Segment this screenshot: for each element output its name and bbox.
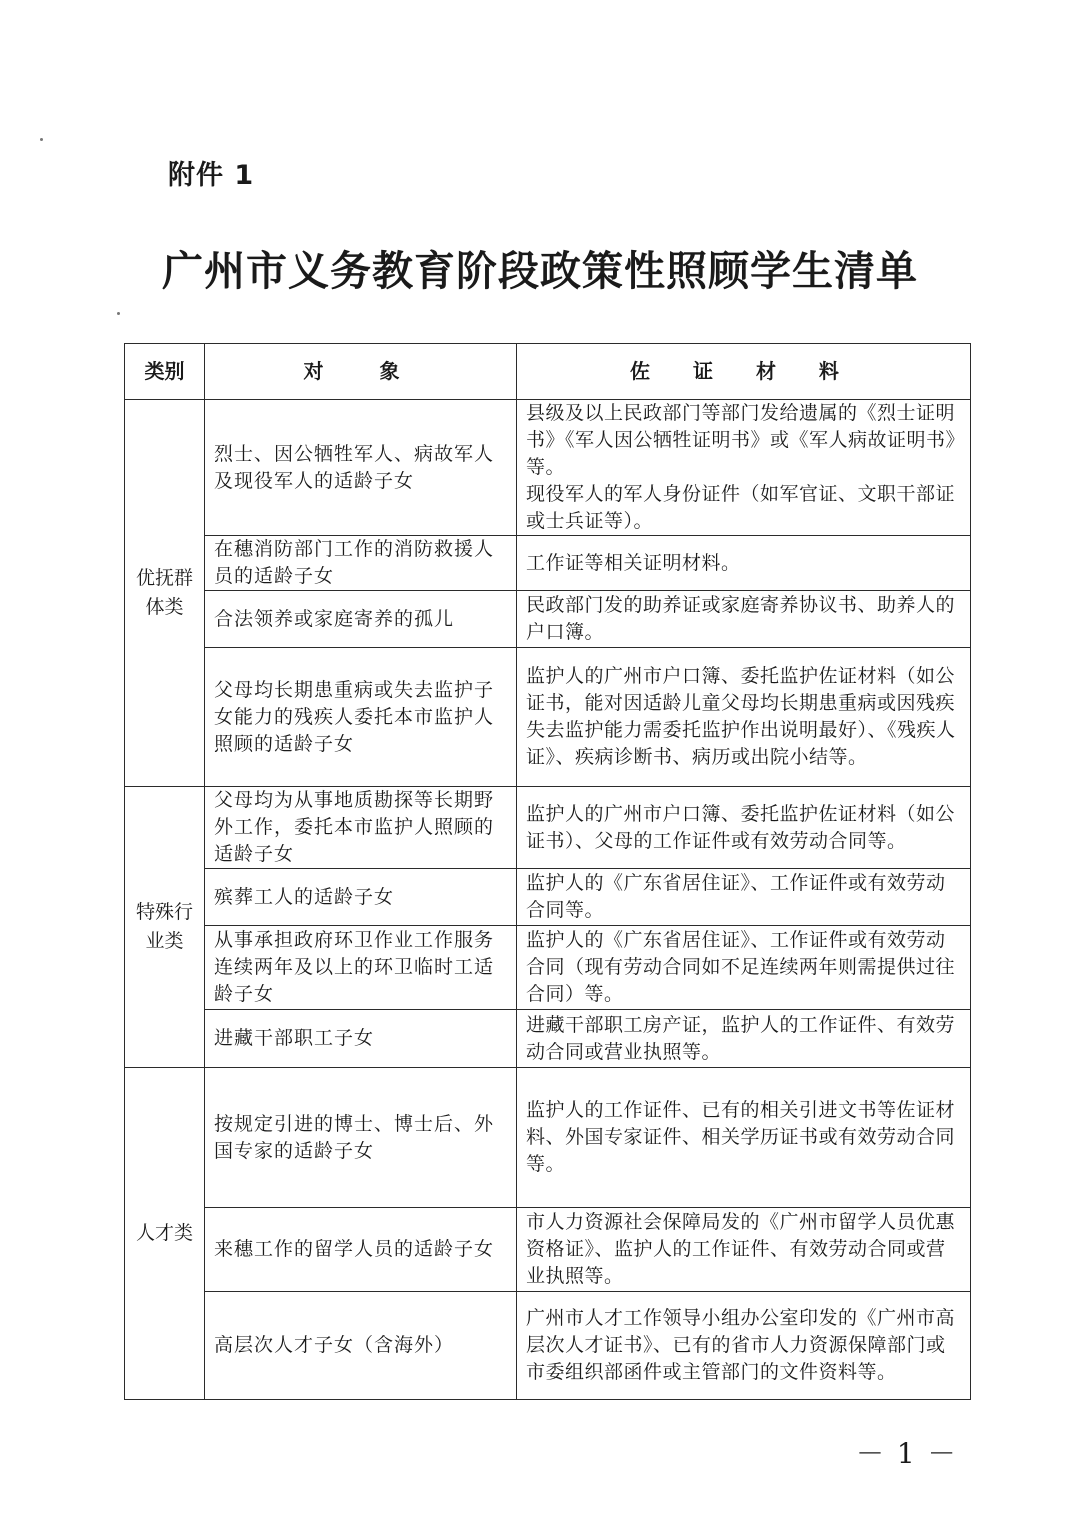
header-category: 类别 [125, 344, 205, 400]
subject-cell: 合法领养或家庭寄养的孤儿 [205, 591, 517, 648]
materials-cell [517, 787, 971, 869]
materials-text: 县级及以上民政部门等部门发给遗属的《烈士证明书》《军人因公牺牲证明书》或《军人病故证明书》等。 [526, 402, 956, 478]
materials-text: 广州市人才工作领导小组办公室印发的《广州市高层次人才证书》、已有的省市人力资源保障部门或市委组织部函件或主管部门的文件资料等。 [526, 1307, 956, 1383]
materials-cell [517, 869, 971, 926]
subject-cell: 高层次人才子女（含海外） [205, 1292, 517, 1400]
table-row [125, 1208, 971, 1292]
table-row [125, 536, 971, 591]
attachment-label: 附件 1 [168, 160, 255, 191]
scan-speck [40, 138, 43, 141]
materials-text: 现役军人的军人身份证件（如军官证、文职干部证或士兵证等）。 [526, 483, 956, 532]
policy-list-table [124, 343, 971, 1400]
table-row [125, 591, 971, 648]
materials-text: 监护人的广州市户口簿、委托监护佐证材料（如公证书，能对因适龄儿童父母均长期患重病或因残疾失去监护能力需委托监护作出说明最好）、《残疾人证》、疾病诊断书、病历或出院小结等。 [526, 665, 956, 768]
category-cell: 特殊行业类 [125, 787, 205, 1068]
table-row [125, 1068, 971, 1208]
table-row [125, 869, 971, 926]
subject-cell: 父母均为从事地质勘探等长期野外工作，委托本市监护人照顾的适龄子女 [205, 787, 517, 869]
page-number: － 1 － [856, 1437, 958, 1470]
table-row [125, 1010, 971, 1068]
table-row [125, 400, 971, 536]
table-body [125, 400, 971, 1400]
materials-text: 市人力资源社会保障局发的《广州市留学人员优惠资格证》、监护人的工作证件、有效劳动合同或营业执照等。 [526, 1211, 956, 1287]
document-title: 广州市义务教育阶段政策性照顾学生清单 [162, 247, 918, 295]
table-row [125, 1292, 971, 1400]
subject-cell: 从事承担政府环卫作业工作服务连续两年及以上的环卫临时工适龄子女 [205, 926, 517, 1010]
subject-cell: 进藏干部职工子女 [205, 1010, 517, 1068]
materials-cell [517, 536, 971, 591]
materials-cell [517, 926, 971, 1010]
materials-text: 监护人的《广东省居住证》、工作证件或有效劳动合同（现有劳动合同如不足连续两年则需提供过往合同）等。 [526, 929, 956, 1005]
scan-speck [117, 312, 120, 315]
table-row [125, 648, 971, 787]
subject-cell: 在穗消防部门工作的消防救援人员的适龄子女 [205, 536, 517, 591]
materials-text: 监护人的工作证件、已有的相关引进文书等佐证材料、外国专家证件、相关学历证书或有效劳动合同等。 [526, 1099, 956, 1175]
subject-cell: 来穗工作的留学人员的适龄子女 [205, 1208, 517, 1292]
table-row [125, 926, 971, 1010]
materials-cell [517, 1292, 971, 1400]
header-materials: 佐 证 材 料 [517, 344, 971, 400]
subject-cell: 按规定引进的博士、博士后、外国专家的适龄子女 [205, 1068, 517, 1208]
materials-text: 监护人的《广东省居住证》、工作证件或有效劳动合同等。 [526, 872, 946, 921]
subject-cell: 烈士、因公牺牲军人、病故军人及现役军人的适龄子女 [205, 400, 517, 536]
materials-cell [517, 1068, 971, 1208]
subject-cell: 殡葬工人的适龄子女 [205, 869, 517, 926]
materials-text: 工作证等相关证明材料。 [526, 551, 741, 574]
materials-cell [517, 591, 971, 648]
materials-text: 监护人的广州市户口簿、委托监护佐证材料（如公证书）、父母的工作证件或有效劳动合同等。 [526, 802, 956, 852]
materials-cell [517, 648, 971, 787]
materials-text: 民政部门发的助养证或家庭寄养协议书、助养人的户口簿。 [526, 594, 956, 643]
table-header-row [125, 344, 971, 400]
table-row [125, 787, 971, 869]
category-cell: 人才类 [125, 1068, 205, 1400]
subject-cell: 父母均长期患重病或失去监护子女能力的残疾人委托本市监护人照顾的适龄子女 [205, 648, 517, 787]
materials-cell [517, 400, 971, 536]
materials-cell [517, 1208, 971, 1292]
header-subject: 对 象 [205, 344, 517, 400]
category-cell: 优抚群体类 [125, 400, 205, 787]
materials-text: 进藏干部职工房产证，监护人的工作证件、有效劳动合同或营业执照等。 [526, 1013, 956, 1063]
materials-cell [517, 1010, 971, 1068]
